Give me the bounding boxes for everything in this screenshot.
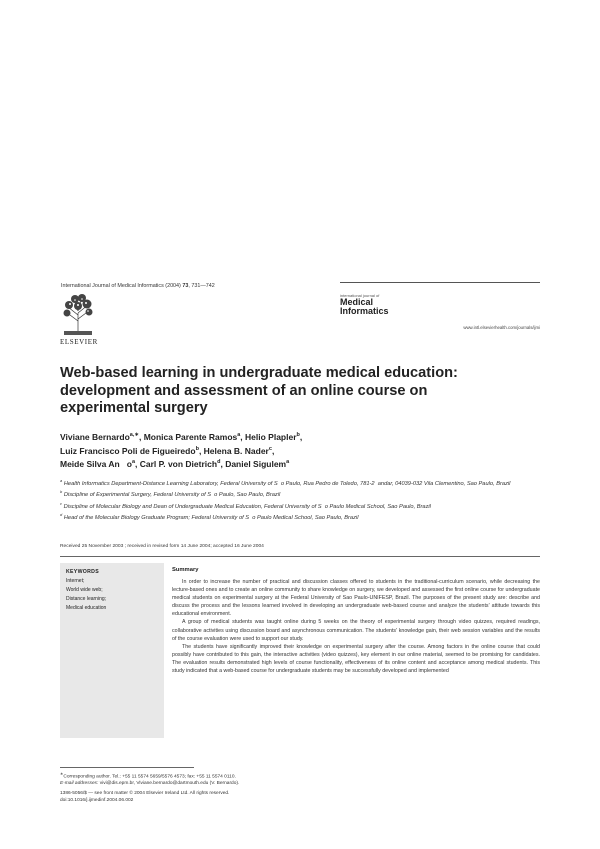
author: Helena B. Nader$^c$, [203, 445, 275, 456]
author: Luiz Francisco Poli de Figueiredo$^b$, [60, 445, 204, 456]
corresponding-author: ∗Corresponding author. Tel.: +55 11 5574 5659/5576 4573; fax: +55 11 5574 0110. [60, 771, 236, 780]
author: Meide Silva An $o^a$, [60, 459, 140, 470]
keyword: World wide web; [66, 587, 103, 593]
summary-paragraph: In order to increase the number of practical and discussion classes offered to students in the traditional-curriculum scenario, while decreasing the lecture-based ones and to create an online community to share knowledge on surgery, we developed and assessed the first online course for undergraduate medical students on experimental surgery at the Federal University of Sao Paulo-UNIFESP, Brazil. The purposes of the present study are: describe and discuss the process and the lessons learned involved in developing an undergraduate web-based course and analyze the students' attitude towards this educational environment. [172, 579, 540, 618]
header-rule [340, 282, 540, 283]
summary-paragraph: A group of medical students was taught online during 5 weeks on the theory of experimental surgery through video quizzes, required readings, collaborative activities using discussion board and asynchronous communication. The students' knowledge gain, their web session variables and the results of the course evaluation were used to support our study. [172, 619, 540, 642]
summary-paragraph: The students have significantly improved their knowledge on experimental surgery after the course. Among factors in the online course that could possibly have contributed to this gain, the interactive activities (video quizzes), key element in our online material, seemed to be promising for candidates. The evaluation results demonstrated high levels of course functionality, effectiveness of its online content and acceptance among medical students. This study indicated that a web-based course for undergraduate students may be successfully developed and implemented [172, 643, 540, 675]
summary-body [172, 578, 540, 675]
email-addresses: E-mail addresses: vivi@dis.epm.br, Viviane.bernardo@dartmouth.edu (V. Bernardo). [60, 781, 240, 787]
journal-citation: International Journal of Medical Informatics (2004) 73, 731—742 [61, 283, 215, 289]
keywords-list [66, 577, 106, 613]
elsevier-tree-logo-icon [60, 291, 96, 337]
keyword: Medical education [66, 605, 107, 611]
journal-url[interactable]: www.intl.elsevierhealth.com/journals/ijmi [463, 325, 540, 330]
journal-logo-title: Medical Informatics [340, 297, 389, 316]
footnote-rule [60, 767, 194, 768]
journal-title-small: international journal of [340, 293, 380, 298]
issn-line: 1386-5056/$ — see front matter © 2004 Elsevier Ireland Ltd. All rights reserved. [60, 791, 230, 796]
affiliation: $^a$ Health Informatics Department-Distance Learning Laboratory, Federal University of S o Paulo, Rua Pedro de Toledo, 781-2 andar, 04039-032 Vila Clementino, Sao Paulo, Brazil [60, 478, 511, 487]
received-dates: Received 25 November 2003 ; received in revised form 14 June 2004; accepted 16 June 2004 [60, 544, 264, 549]
affiliations [60, 477, 515, 522]
affiliation: $^d$ Head of the Molecular Biology Graduate Program; Federal University of S o Paulo Medical School, Sao Paulo, Brazil [60, 511, 359, 521]
section-divider [60, 556, 540, 557]
keywords-title: KEYWORDS [66, 569, 99, 575]
footnote [60, 771, 480, 788]
article-title: Web-based learning in undergraduate medical education: development and assessment of an online course on experimental surgery [60, 365, 458, 416]
author: Viviane Bernardo$^{a,∗}$, [60, 431, 144, 442]
affiliation: $^c$ Discipline of Molecular Biology and Dean of Undergraduate Medical Education, Federal University of S o Paulo Medical School, Sao Paulo, Brazil [60, 500, 431, 510]
copyright-block [60, 791, 480, 805]
keyword: Distance learning; [66, 596, 107, 602]
author: Monica Parente Ramos$^a$, [143, 431, 246, 442]
doi-line[interactable]: doi:10.1016/j.ijmedinf.2004.06.002 [60, 797, 134, 803]
author: Carl P. von Dietrich$^d$, [139, 459, 226, 470]
keyword: Internet; [66, 578, 85, 584]
author-list [60, 429, 500, 470]
author: Helio Plapler$^b$, [245, 431, 303, 442]
summary-title: Summary [172, 567, 199, 573]
publisher-caption: ELSEVIER [60, 338, 98, 346]
affiliation: $^b$ Discipline of Experimental Surgery, Federal University of S o Paulo, Sao Paulo, Brazil [60, 489, 281, 499]
author: Daniel Sigulem$^a$ [225, 459, 290, 470]
